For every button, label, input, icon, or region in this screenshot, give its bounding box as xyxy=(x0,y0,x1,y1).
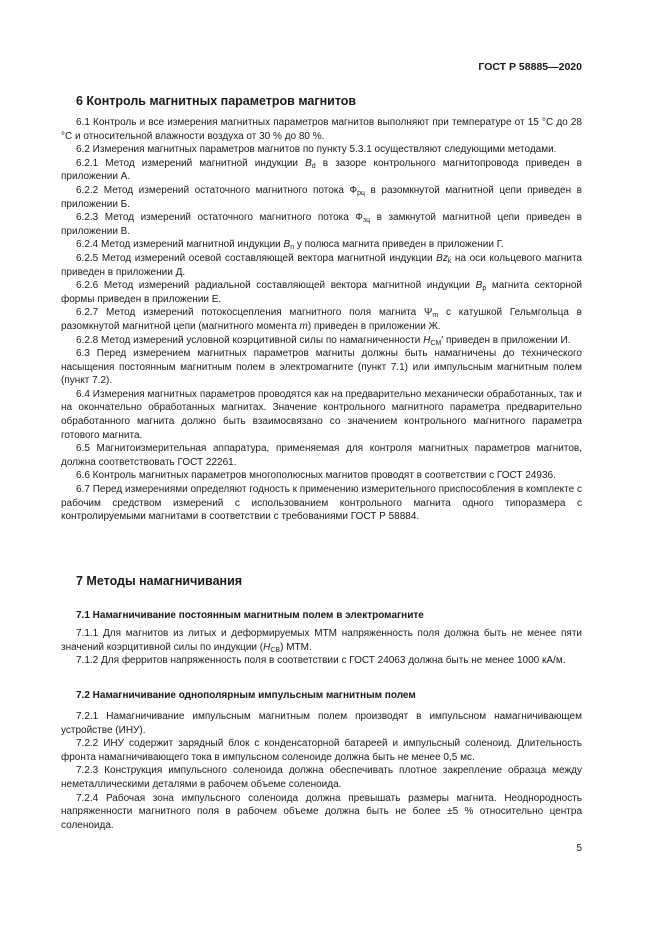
paragraph-7-2-2: 7.2.2 ИНУ содержит зарядный блок с конденсаторной батареей и импульсный соленоид. Длительность фронта намагничивающего тока в импульсном соленоиде должна быть не менее 0,5 мс. xyxy=(61,738,582,763)
paragraph-6-2-4: 6.2.4 Метод измерений магнитной индукции $B_n$ у полюса магнита приведен в приложении Г. xyxy=(76,239,504,252)
paragraph-7-2-4: 7.2.4 Рабочая зона импульсного соленоида должна превышать размеры магнита. Неоднородность напряженности магнитного поля в рабочем объеме должна быть не более ±5 % относительно центра соленоида. xyxy=(61,792,582,831)
section-6-body xyxy=(61,116,582,524)
paragraph-6-6: 6.6 Контроль магнитных параметров многополюсных магнитов проводят в соответствии с ГОСТ 24936. xyxy=(76,470,556,482)
subsection-7-2-heading: 7.2 Намагничивание однополярным импульсным магнитным полем xyxy=(76,690,416,701)
paragraph-6-2-2: 6.2.2 Метод измерений остаточного магнитного потока $Ф_{рц}$ в разомкнутой магнитной цепи приведен в приложении Б. xyxy=(61,184,582,210)
subsection-7-1-body xyxy=(61,627,582,668)
paragraph-7-2-3: 7.2.3 Конструкция импульсного соленоида должна обеспечивать плотное закрепление образца между неметаллическими деталями в рабочем объеме соленоида. xyxy=(61,765,582,790)
section-6-heading: 6 Контроль магнитных параметров магнитов xyxy=(76,94,357,108)
paragraph-6-2-6: 6.2.6 Метод измерений радиальной составляющей вектора магнитной индукции $B_p$ магнита секторной формы приведен в приложении Е. xyxy=(61,280,582,305)
paragraph-7-2-1: 7.2.1 Намагничивание импульсным магнитным полем производят в импульсном намагничивающем устройстве (ИНУ). xyxy=(61,711,582,736)
paragraph-6-2: 6.2 Измерения магнитных параметров магнитов по пункту 5.3.1 осуществляют следующими методами. xyxy=(76,144,557,156)
section-7-heading: 7 Методы намагничивания xyxy=(76,574,243,588)
paragraph-6-5: 6.5 Магнитоизмерительная аппаратура, применяемая для контроля магнитных параметров магнитов, должна соответствовать ГОСТ 22261. xyxy=(61,443,582,468)
paragraph-6-2-8: 6.2.8 Метод измерений условной коэрцитивной силы по намагниченности $H_{CM}'$ приведен в приложении И. xyxy=(76,334,571,347)
paragraph-6-2-3: 6.2.3 Метод измерений остаточного магнитного потока $Ф_{зц}$ в замкнутой магнитной цепи приведен в приложении В. xyxy=(61,212,582,237)
paragraph-7-1-2: 7.1.2 Для ферритов напряженность поля в соответствии с ГОСТ 24063 должна быть не менее 1000 кА/м. xyxy=(76,655,566,667)
paragraph-6-3: 6.3 Перед измерением магнитных параметров магниты должны быть намагничены до технического насыщения постоянным магнитным полем в электромагните (пункт 7.1) или импульсным магнитным полем (пункт 7.2). xyxy=(61,348,582,387)
subsection-7-2-body xyxy=(61,710,582,832)
paragraph-6-2-5: 6.2.5 Метод измерений осевой составляющей вектора магнитной индукции $Bz_k$ на оси кольцевого магнита приведен в приложении Д. xyxy=(61,252,582,278)
subsection-7-1-heading: 7.1 Намагничивание постоянным магнитным полем в электромагните xyxy=(76,610,424,621)
paragraph-6-2-7: 6.2.7 Метод измерений потокосцепления магнитного поля магнита $\Psi_m$ с катушкой Гельмгольца в разомкнутой магнитной цепи (магнитного момента m) приведен в приложении Ж. xyxy=(61,307,582,332)
paragraph-7-1-1: 7.1.1 Для магнитов из литых и деформируемых МТМ напряженность поля должна быть не менее пяти значений коэрцитивной силы по индукции $(H_{CB})$ МТМ. xyxy=(61,628,582,654)
standard-designation: ГОСТ Р 58885—2020 xyxy=(478,61,582,73)
paragraph-6-7: 6.7 Перед измерениями определяют годность к применению измерительного приспособления в комплекте с рабочим средством измерений с использованием контрольного магнита одного типоразмера с контролируемыми магнитами в соответствии с требованиями ГОСТ Р 58884. xyxy=(61,484,582,523)
paragraph-6-4: 6.4 Измерения магнитных параметров проводятся как на предварительно механически обработанных, так и на окончательно обработанных магнитах. Значение контрольного магнитного параметра предварительно обработанного магнита должно быть взаимосвязано со значением контрольного магнитного параметра готового магнита. xyxy=(61,388,582,441)
paragraph-6-2-1: 6.2.1 Метод измерений магнитной индукции $B_d$ в зазоре контрольного магнитопровода приведен в приложении А. xyxy=(61,157,582,183)
paragraph-6-1: 6.1 Контроль и все измерения магнитных параметров магнитов выполняют при температуре от 15 °С до 28 °С и относительной влажности воздуха от 30 % до 80 %. xyxy=(61,117,582,142)
page-number: 5 xyxy=(576,843,582,854)
